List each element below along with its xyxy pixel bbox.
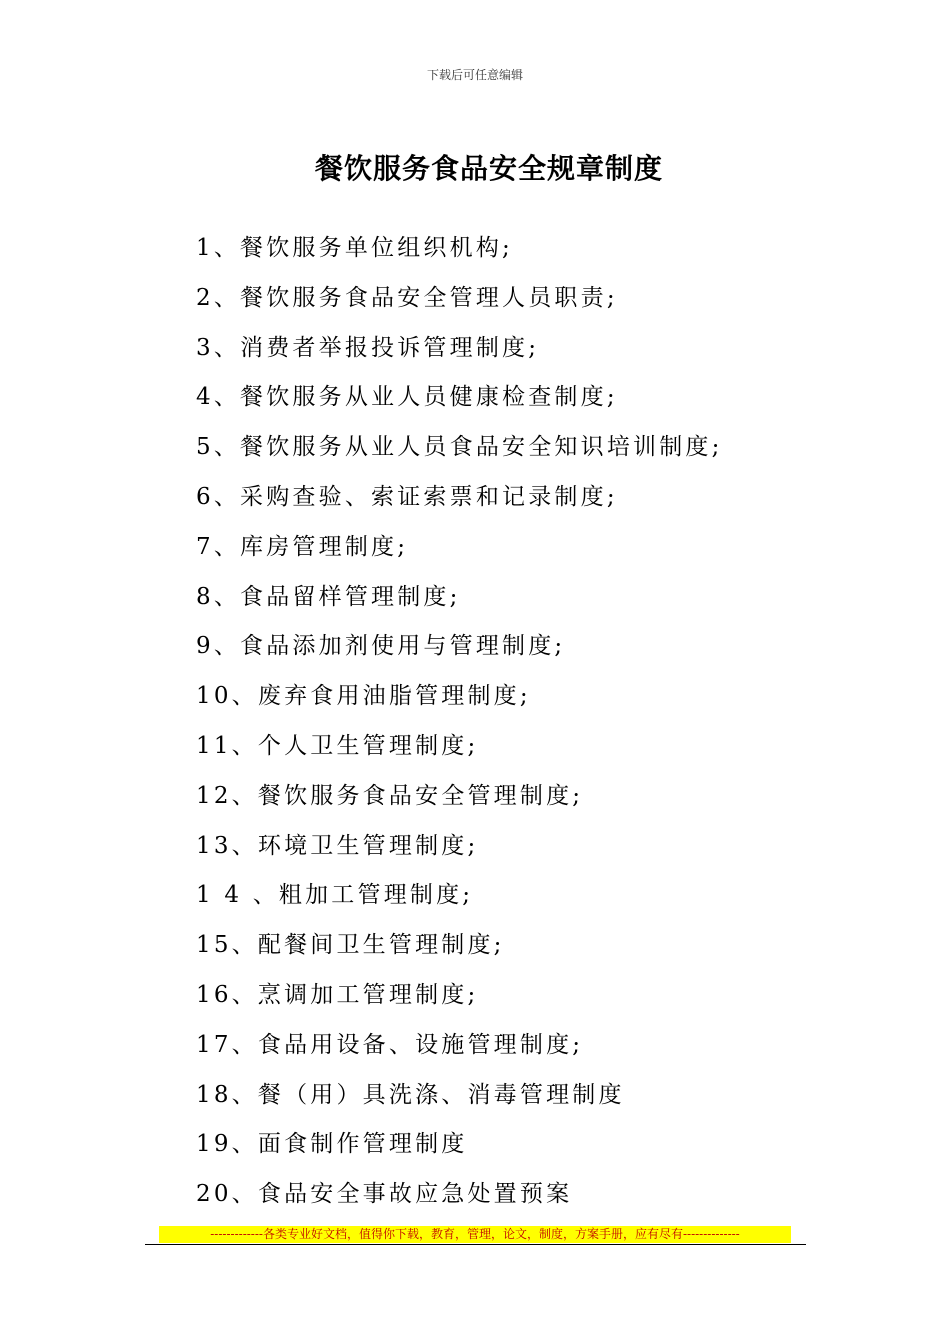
list-item: 8、食品留样管理制度; <box>196 583 461 610</box>
document-title: 餐饮服务食品安全规章制度 <box>314 151 663 185</box>
list-item: 4、餐饮服务从业人员健康检查制度; <box>196 384 618 411</box>
list-item: 7、库房管理制度; <box>196 533 409 560</box>
list-item: 16、烹调加工管理制度; <box>196 981 479 1008</box>
list-item: 1、餐饮服务单位组织机构; <box>196 235 513 261</box>
list-item: 11、个人卫生管理制度; <box>196 732 479 759</box>
list-item: 12、餐饮服务食品安全管理制度; <box>196 782 584 809</box>
footer-banner: -------------各类专业好文档，值得你下载，教育，管理，论文，制度，方案手册，应有尽有-------------- <box>159 1226 791 1243</box>
header-note: 下载后可任意编辑 <box>426 68 523 82</box>
footer-divider <box>145 1244 806 1245</box>
list-item: 17、食品用设备、设施管理制度; <box>196 1031 584 1058</box>
list-item: 5、餐饮服务从业人员食品安全知识培训制度; <box>196 434 723 461</box>
list-item: 19、面食制作管理制度 <box>196 1131 468 1158</box>
list-item: 10、废弃食用油脂管理制度; <box>196 683 531 710</box>
list-item: 3、消费者举报投诉管理制度; <box>196 334 540 361</box>
list-item: 9、食品添加剂使用与管理制度; <box>196 633 566 660</box>
list-item: 2、餐饮服务食品安全管理人员职责; <box>196 284 618 311</box>
list-item: 20、食品安全事故应急处置预案 <box>196 1181 573 1208</box>
list-item: 6、采购查验、索证索票和记录制度; <box>196 483 618 510</box>
list-item: 1 4 、粗加工管理制度; <box>196 882 474 909</box>
list-item: 15、配餐间卫生管理制度; <box>196 932 505 959</box>
list-item: 18、餐（用）具洗涤、消毒管理制度 <box>196 1081 625 1108</box>
regulation-list <box>196 228 723 1224</box>
list-item: 13、环境卫生管理制度; <box>196 832 479 859</box>
